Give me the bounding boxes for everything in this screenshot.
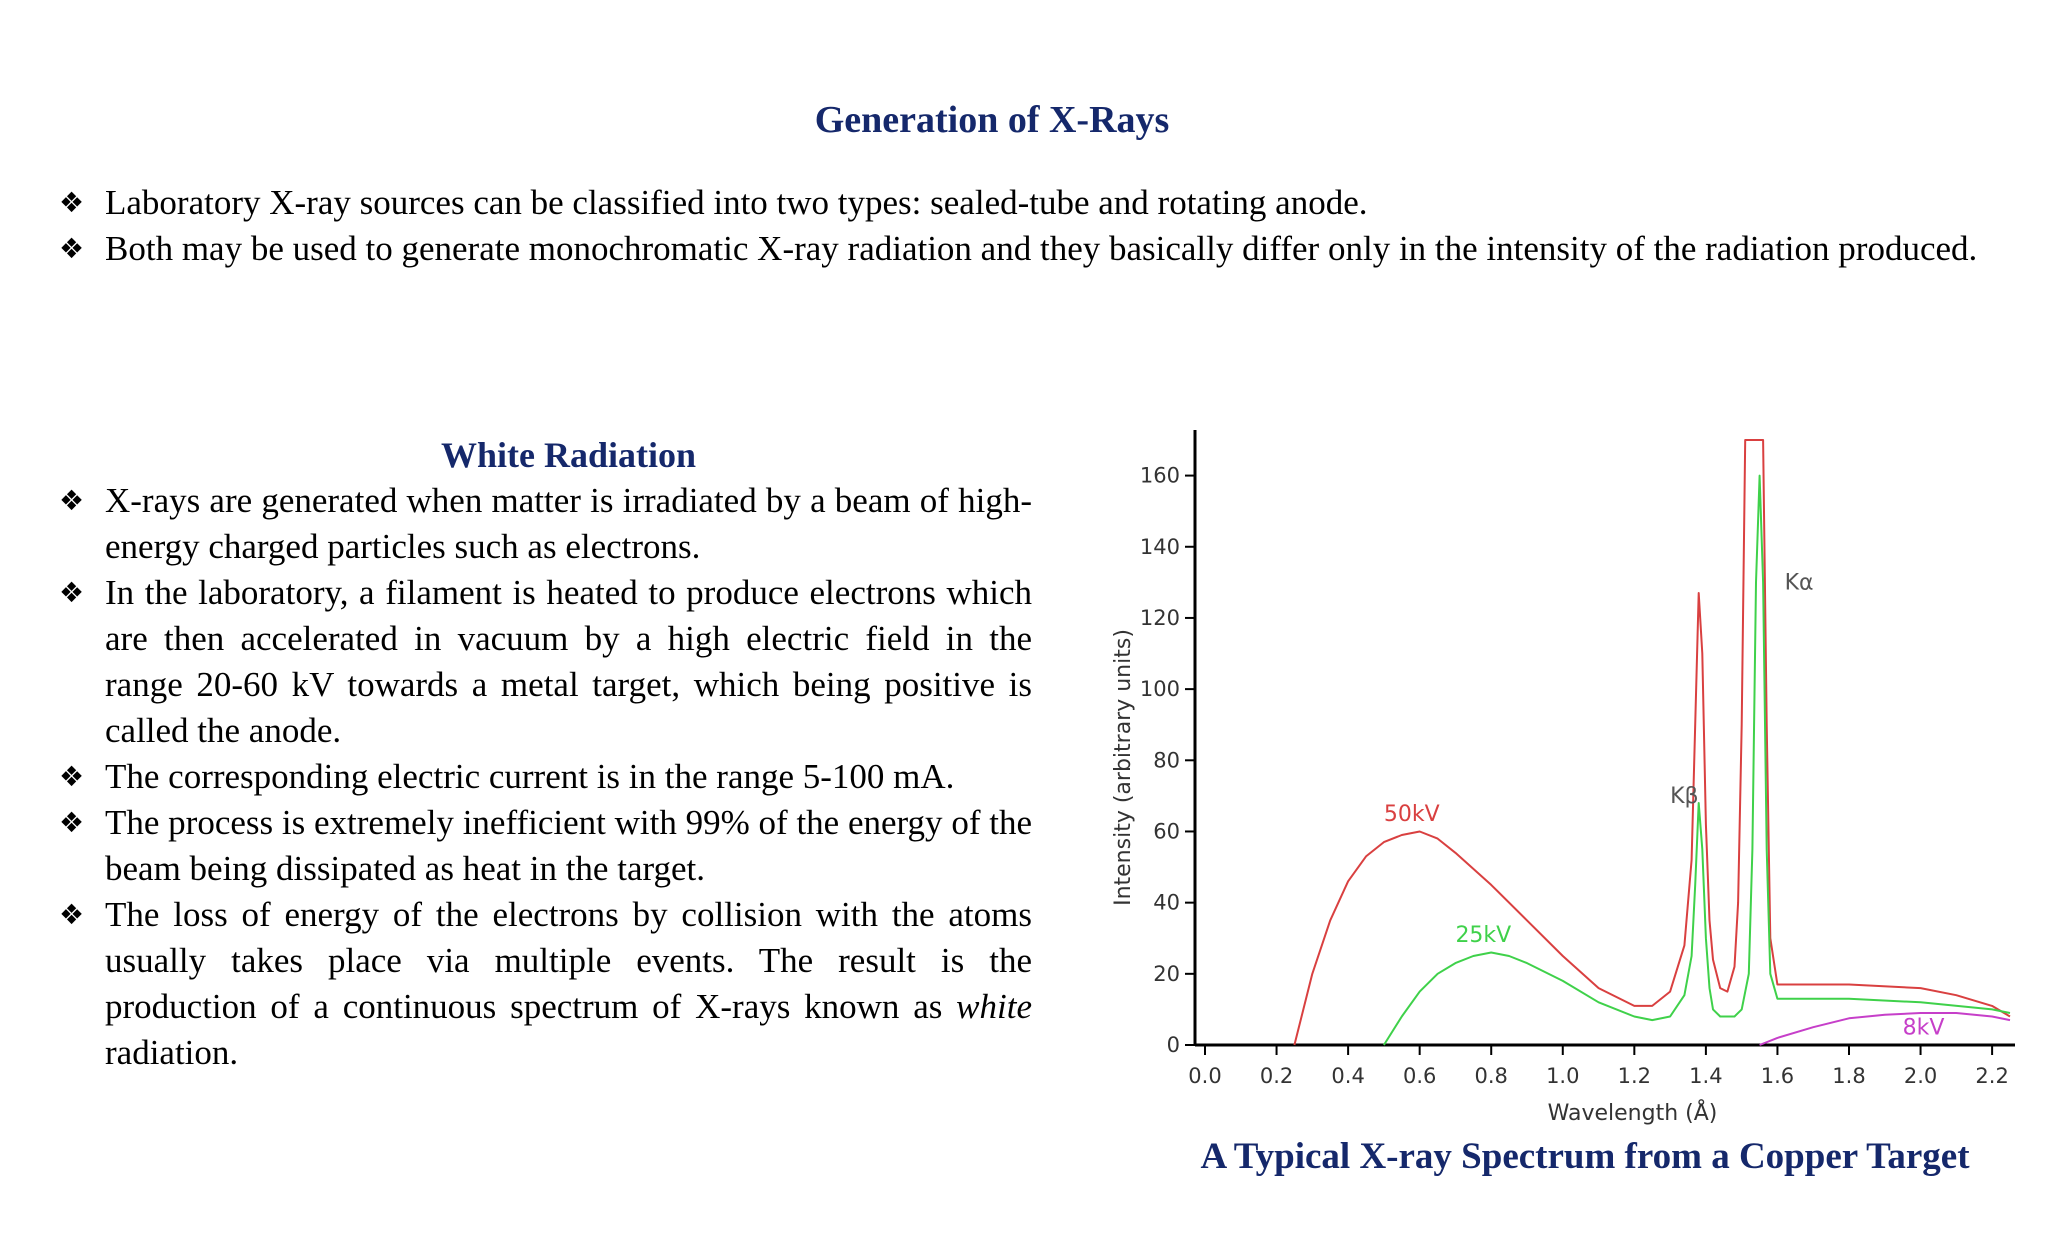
x-tick-label: 2.2 [1975, 1064, 2009, 1088]
intro-bullet-text: Laboratory X-ray sources can be classified into two types: sealed-tube and rotating anode. [105, 183, 1368, 222]
x-tick-label: 1.2 [1617, 1064, 1652, 1088]
intro-bullet-list [55, 180, 2040, 272]
x-tick-label: 1.6 [1760, 1064, 1795, 1088]
y-tick-label: 40 [1153, 890, 1180, 915]
section-bullet-3 [55, 754, 1032, 800]
x-tick-label: 0.6 [1402, 1064, 1437, 1088]
intro-bullet-1 [55, 180, 2040, 226]
section-bullet-text: The loss of energy of the electrons by collision with the atoms usually takes place via multiple events. The result is the production of a continuous spectrum of X-rays known as [105, 895, 1032, 1026]
x-axis-label: Wavelength (Å) [1547, 1101, 1718, 1126]
intro-bullet-2 [55, 226, 2040, 272]
y-tick-label: 0 [1166, 1033, 1180, 1057]
y-tick-label: 160 [1139, 463, 1180, 488]
x-tick-label: 0.0 [1188, 1064, 1222, 1088]
y-tick-label: 140 [1139, 534, 1180, 559]
section-bullet-4 [55, 800, 1032, 892]
chart-axes [1111, 430, 2015, 1126]
chart-annotation: Kα [1784, 570, 1814, 596]
x-tick-label: 1.4 [1689, 1064, 1723, 1088]
xray-spectrum-chart [1095, 420, 2035, 1140]
chart-annotations [1384, 570, 1945, 1040]
section-bullet-2 [55, 570, 1032, 754]
chart-caption: A Typical X-ray Spectrum from a Copper Target [1200, 1136, 1970, 1177]
x-tick-label: 1.0 [1546, 1064, 1580, 1088]
diamond-bullet-icon: ❖ [59, 186, 85, 219]
section-bullet-text: In the laboratory, a filament is heated to produce electrons which are then accelerated in vacuum by a high electric field in the range 20-60 kV towards a metal target, which being positive is called the anode. [105, 573, 1032, 750]
y-tick-label: 80 [1153, 748, 1180, 773]
chart-annotation: 8kV [1902, 1015, 1945, 1041]
x-tick-label: 0.4 [1331, 1064, 1365, 1088]
section-bullet-5 [55, 892, 1032, 1076]
chart-annotation: 50kV [1383, 801, 1440, 827]
section-bullet-1 [55, 478, 1032, 570]
diamond-bullet-icon: ❖ [59, 484, 85, 517]
chart-series [1294, 440, 2010, 1045]
diamond-bullet-icon: ❖ [59, 898, 85, 931]
chart-annotation: 25kV [1455, 922, 1512, 948]
y-tick-label: 100 [1139, 677, 1180, 702]
section-bullet-italic: white [956, 987, 1032, 1026]
chart-annotation: Kβ [1670, 784, 1699, 809]
x-tick-label: 1.8 [1832, 1064, 1866, 1088]
y-tick-label: 60 [1153, 819, 1180, 844]
x-tick-label: 2.0 [1903, 1064, 1938, 1088]
y-tick-label: 20 [1153, 961, 1180, 986]
chart-svg [1095, 420, 2035, 1140]
diamond-bullet-icon: ❖ [59, 760, 85, 793]
diamond-bullet-icon: ❖ [59, 576, 85, 609]
section-title: White Radiation [440, 435, 697, 475]
diamond-bullet-icon: ❖ [59, 232, 85, 265]
section-bullet-tail: radiation. [105, 1033, 239, 1072]
series-line-50kv [1294, 440, 2010, 1045]
x-tick-label: 0.8 [1474, 1064, 1508, 1088]
y-tick-label: 120 [1139, 605, 1180, 630]
page-title: Generation of X-Rays [814, 99, 1170, 141]
section-bullet-text: The corresponding electric current is in the range 5-100 mA. [105, 757, 955, 796]
series-line-8kv [1760, 1013, 2010, 1045]
white-radiation-section [55, 432, 1032, 1076]
section-bullet-text: X-rays are generated when matter is irradiated by a beam of high-energy charged particles such as electrons. [105, 481, 1032, 566]
x-tick-label: 0.2 [1259, 1064, 1294, 1088]
y-axis-label: Intensity (arbitrary units) [1111, 629, 1136, 906]
diamond-bullet-icon: ❖ [59, 806, 85, 839]
section-bullet-text: The process is extremely inefficient with 99% of the energy of the beam being dissipated as heat in the target. [105, 803, 1032, 888]
intro-bullet-text: Both may be used to generate monochromatic X-ray radiation and they basically differ only in the intensity of the radiation produced. [105, 229, 1978, 268]
series-line-25kv [1384, 476, 2010, 1045]
